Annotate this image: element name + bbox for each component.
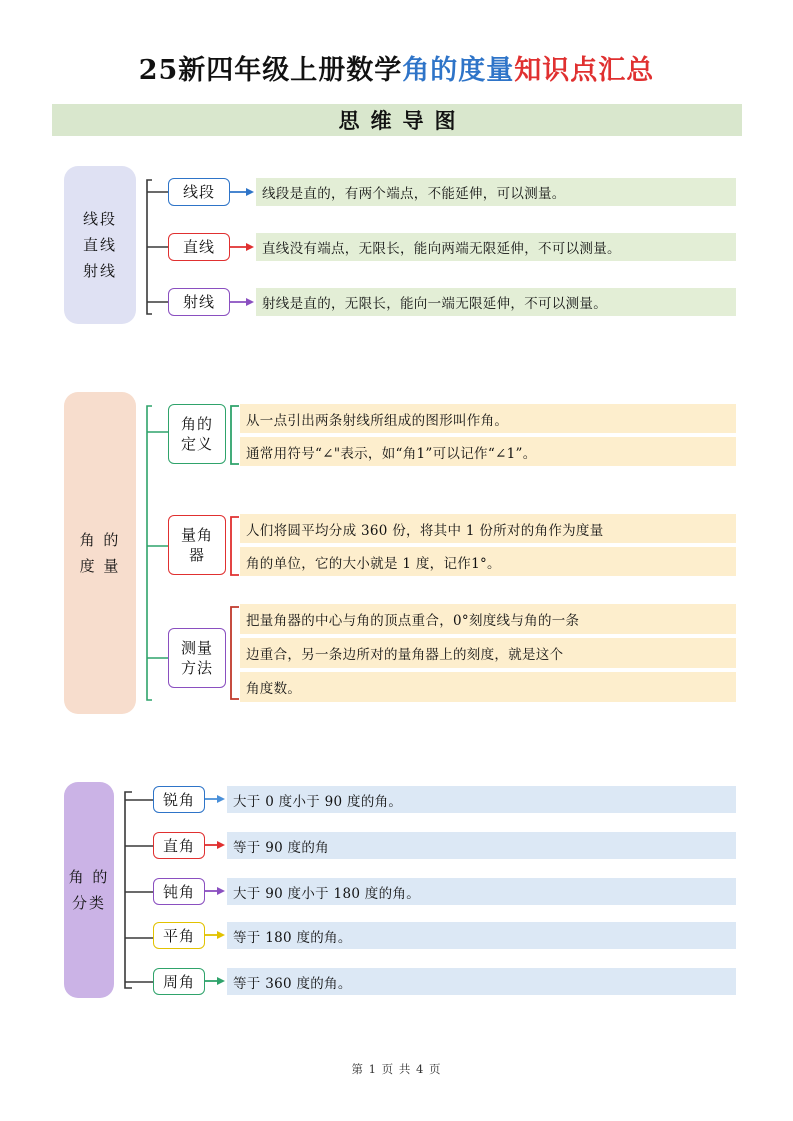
brace-protractor [228, 515, 240, 582]
desc-straight-line: 直线没有端点，无限长，能向两端无限延伸，不可以测量。 [256, 233, 736, 261]
title-part-1: 25新四年级上册数学 [138, 55, 403, 86]
subtitle-text: 思维导图 [338, 108, 467, 133]
node-label: 方法 [180, 659, 213, 677]
desc-measure-method-2: 边重合，另一条边所对的量角器上的刻度，就是这个 [240, 638, 736, 668]
node-straight-line[interactable] [168, 233, 230, 261]
node-label: 锐角 [162, 790, 195, 809]
node-label: 平角 [162, 926, 195, 945]
title-part-3: 知识点汇总 [514, 55, 655, 86]
node-label: 角的 [180, 415, 213, 433]
node-label: 射线 [182, 293, 215, 311]
node-label: 定义 [180, 435, 213, 453]
arrow-ray [230, 294, 256, 310]
group-box-angle-types [64, 782, 114, 998]
brace-angle-definition [228, 404, 240, 471]
group-box-angle-measure [64, 392, 136, 714]
group-label-angle-types: 角 的 分类 [68, 868, 110, 912]
desc-right-angle: 等于 90 度的角 [227, 832, 736, 859]
group-label-angle-measure: 角 的 度 量 [79, 531, 121, 575]
desc-obtuse-angle: 大于 90 度小于 180 度的角。 [227, 878, 736, 905]
arrow-obtuse-angle [205, 883, 227, 899]
node-angle-definition[interactable] [168, 404, 226, 464]
desc-angle-definition-1: 从一点引出两条射线所组成的图形叫作角。 [240, 404, 736, 433]
page-footer: 第 1 页 共 4 页 [351, 1062, 442, 1076]
desc-ray: 射线是直的，无限长，能向一端无限延伸，不可以测量。 [256, 288, 736, 316]
node-label: 钝角 [162, 882, 195, 901]
node-label: 直线 [182, 238, 215, 256]
desc-straight-angle: 等于 180 度的角。 [227, 922, 736, 949]
node-right-angle[interactable] [153, 832, 205, 859]
node-full-angle[interactable] [153, 968, 205, 995]
node-label: 线段 [182, 183, 215, 201]
desc-protractor-1: 人们将圆平均分成 360 份，将其中 1 份所对的角作为度量 [240, 514, 736, 543]
desc-measure-method-3: 角度数。 [240, 672, 736, 702]
node-protractor[interactable] [168, 515, 226, 575]
node-label: 周角 [162, 972, 195, 991]
page-title [0, 48, 793, 87]
node-acute-angle[interactable] [153, 786, 205, 813]
brace-measure-method [228, 605, 240, 706]
arrow-straight-line [230, 239, 256, 255]
desc-full-angle: 等于 360 度的角。 [227, 968, 736, 995]
node-straight-angle[interactable] [153, 922, 205, 949]
group-box-segments [64, 166, 136, 324]
desc-angle-definition-2: 通常用符号“∠"表示，如“角1”可以记作“∠1”。 [240, 437, 736, 466]
node-ray[interactable] [168, 288, 230, 316]
arrow-line-segment [230, 184, 256, 200]
subtitle-banner [52, 104, 742, 136]
arrow-straight-angle [205, 927, 227, 943]
node-label: 量角 [180, 526, 213, 544]
desc-acute-angle: 大于 0 度小于 90 度的角。 [227, 786, 736, 813]
arrow-right-angle [205, 837, 227, 853]
node-obtuse-angle[interactable] [153, 878, 205, 905]
node-label: 直角 [162, 836, 195, 855]
group-label-segments: 线段 直线 射线 [82, 210, 117, 280]
desc-measure-method-1: 把量角器的中心与角的顶点重合，0°刻度线与角的一条 [240, 604, 736, 634]
node-label: 器 [188, 546, 205, 564]
title-part-2: 角的度量 [402, 55, 515, 86]
arrow-full-angle [205, 973, 227, 989]
node-measure-method[interactable] [168, 628, 226, 688]
desc-protractor-2: 角的单位，它的大小就是 1 度，记作1°。 [240, 547, 736, 576]
node-line-segment[interactable] [168, 178, 230, 206]
arrow-acute-angle [205, 791, 227, 807]
node-label: 测量 [180, 639, 213, 657]
desc-line-segment: 线段是直的，有两个端点，不能延伸，可以测量。 [256, 178, 736, 206]
